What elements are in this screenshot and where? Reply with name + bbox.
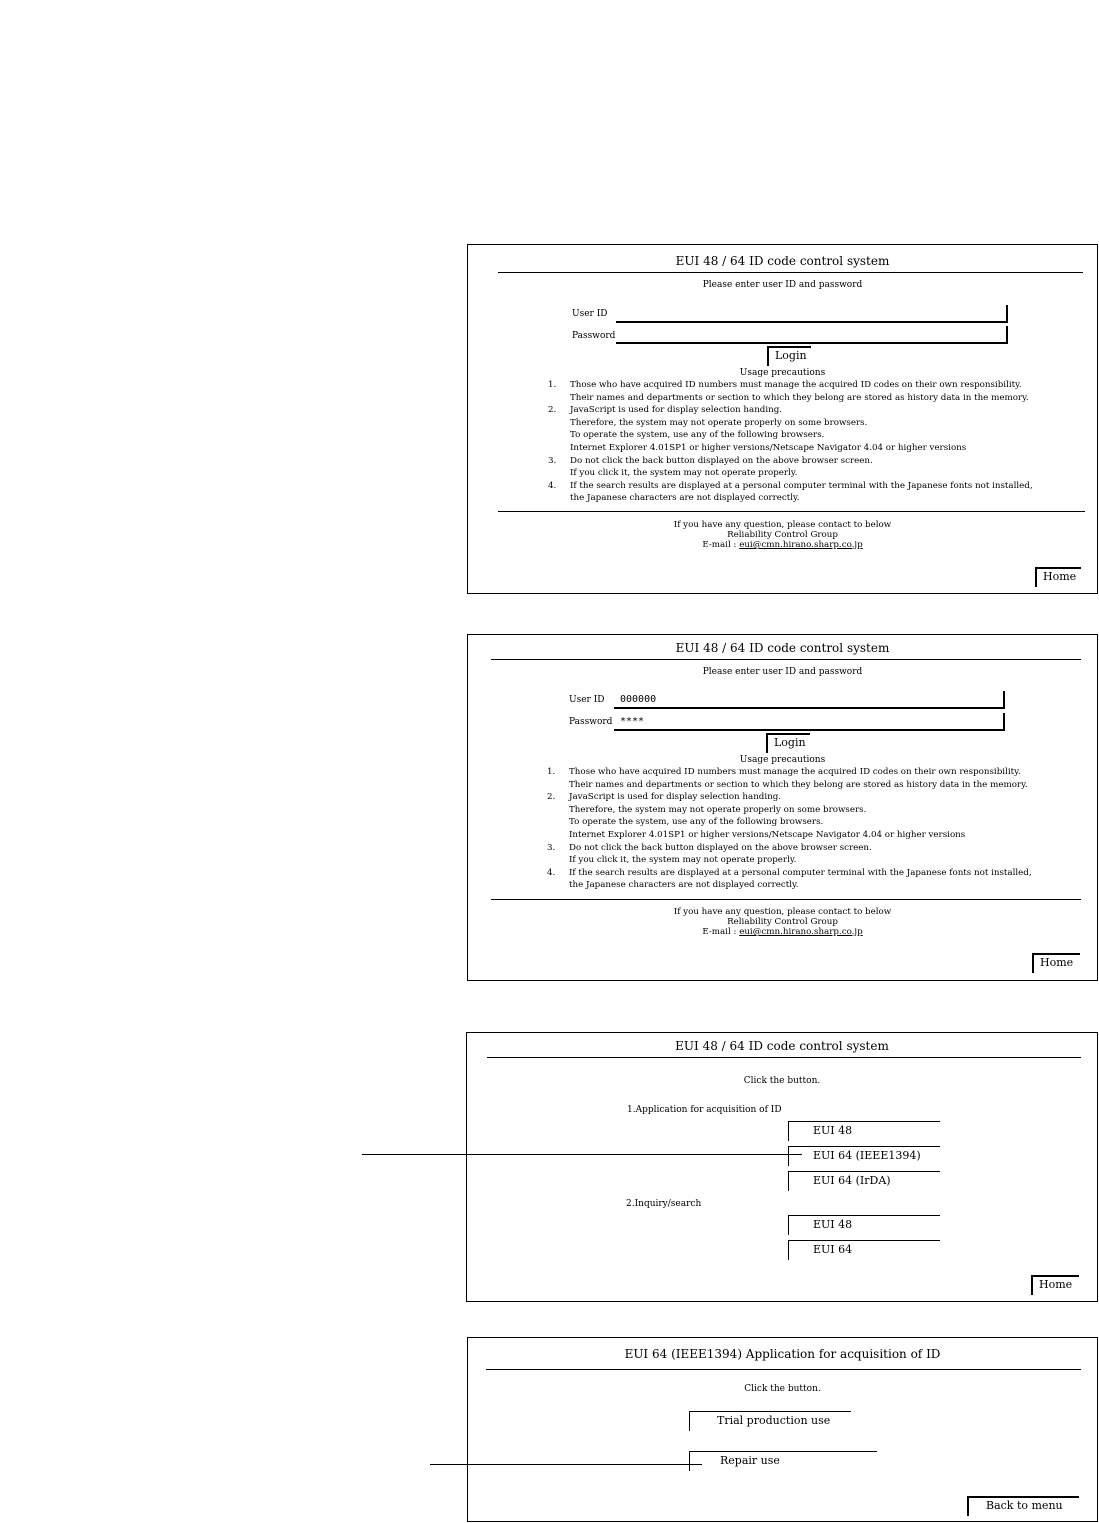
callout-leader-line xyxy=(362,1154,802,1155)
precaution-item: 1. Those who have acquired ID numbers must manage the acquired ID codes on their own responsibility. Their names and departments or section to which they belong are stored as history data in the memory. xyxy=(548,380,1029,403)
login-panel-empty xyxy=(467,244,1098,594)
apply-eui48-button[interactable]: EUI 48 xyxy=(788,1121,940,1141)
page-title: EUI 48 / 64 ID code control system xyxy=(675,1039,889,1053)
repair-use-button[interactable]: Repair use xyxy=(689,1451,877,1471)
precaution-item: 2. JavaScript is used for display selection handing. Therefore, the system may not operate properly on some browsers. To operate the system, use any of the following browsers. Internet Explorer 4.01SP1 or higher versions/Netscape Navigator 4.04 or higher versions xyxy=(548,405,967,453)
login-button[interactable]: Login xyxy=(767,346,811,366)
home-button[interactable]: Home xyxy=(1032,953,1080,973)
precautions-list xyxy=(548,379,1088,505)
contact-email-link[interactable]: eui@cmn.hirano.sharp.co.jp xyxy=(739,927,863,937)
password-label: Password xyxy=(569,717,613,727)
page-title: EUI 64 (IEEE1394) Application for acquisition of ID xyxy=(624,1347,941,1361)
apply-prompt: Click the button. xyxy=(744,1384,821,1394)
apply-eui64-irda-button[interactable]: EUI 64 (IrDA) xyxy=(788,1171,940,1191)
password-label: Password xyxy=(572,331,616,341)
precaution-item: 2. JavaScript is used for display selection handing. Therefore, the system may not operate properly on some browsers. To operate the system, use any of the following browsers. Internet Explorer 4.01SP1 or higher versions/Netscape Navigator 4.04 or higher versions xyxy=(547,792,966,840)
precaution-item: 3. Do not click the back button displayed on the above browser screen. If you click it, the system may not operate properly. xyxy=(548,455,873,479)
back-to-menu-button[interactable]: Back to menu xyxy=(967,1496,1079,1516)
title-divider xyxy=(487,1057,1081,1058)
contact-info: If you have any question, please contact to below Reliability Control Group E-mail : eui@cmn.hirano.sharp.co.jp xyxy=(673,907,892,937)
footer-divider xyxy=(491,899,1081,900)
user-id-label: User ID xyxy=(572,309,608,319)
main-menu-panel xyxy=(466,1032,1098,1302)
inquiry-eui64-button[interactable]: EUI 64 xyxy=(788,1240,940,1260)
title-divider xyxy=(486,1369,1081,1370)
password-input[interactable] xyxy=(616,326,1008,344)
contact-email-link[interactable]: eui@cmn.hirano.sharp.co.jp xyxy=(739,540,863,550)
home-button[interactable]: Home xyxy=(1035,567,1081,587)
login-panel-filled xyxy=(467,634,1098,981)
inquiry-eui48-button[interactable]: EUI 48 xyxy=(788,1215,940,1235)
login-prompt: Please enter user ID and password xyxy=(702,280,863,290)
precaution-item: 4. If the search results are displayed at a personal computer terminal with the Japanese fonts not installed, the Japanese characters are not displayed correctly. xyxy=(548,480,1033,504)
login-button[interactable]: Login xyxy=(766,733,810,753)
title-divider xyxy=(491,659,1081,660)
callout-leader-line xyxy=(430,1464,702,1465)
precaution-item: 1. Those who have acquired ID numbers must manage the acquired ID codes on their own responsibility. Their names and departments or section to which they belong are stored as history data in the memory. xyxy=(547,767,1028,790)
user-id-label: User ID xyxy=(569,695,605,705)
section-application-label: 1.Application for acquisition of ID xyxy=(627,1105,782,1115)
login-prompt: Please enter user ID and password xyxy=(702,667,863,677)
trial-production-button[interactable]: Trial production use xyxy=(689,1411,851,1431)
precautions-list xyxy=(547,766,1087,892)
precaution-item: 4. If the search results are displayed at a personal computer terminal with the Japanese fonts not installed, the Japanese characters are not displayed correctly. xyxy=(547,867,1032,891)
menu-prompt: Click the button. xyxy=(743,1076,821,1086)
password-input[interactable]: **** xyxy=(614,713,1005,731)
contact-info: If you have any question, please contact to below Reliability Control Group E-mail : eui@cmn.hirano.sharp.co.jp xyxy=(673,520,892,550)
title-divider xyxy=(498,272,1083,273)
user-id-input[interactable] xyxy=(616,305,1008,323)
page-title: EUI 48 / 64 ID code control system xyxy=(675,641,890,655)
footer-divider xyxy=(498,511,1085,512)
user-id-input[interactable]: 000000 xyxy=(614,691,1005,709)
precautions-heading: Usage precautions xyxy=(739,755,826,765)
precautions-heading: Usage precautions xyxy=(739,368,826,378)
apply-eui64-ieee1394-button[interactable]: EUI 64 (IEEE1394) xyxy=(788,1146,940,1166)
home-button[interactable]: Home xyxy=(1031,1275,1079,1295)
section-inquiry-label: 2.Inquiry/search xyxy=(626,1199,702,1209)
precaution-item: 3. Do not click the back button displayed on the above browser screen. If you click it, the system may not operate properly. xyxy=(547,842,872,866)
page-title: EUI 48 / 64 ID code control system xyxy=(675,254,890,268)
application-panel xyxy=(467,1337,1098,1522)
